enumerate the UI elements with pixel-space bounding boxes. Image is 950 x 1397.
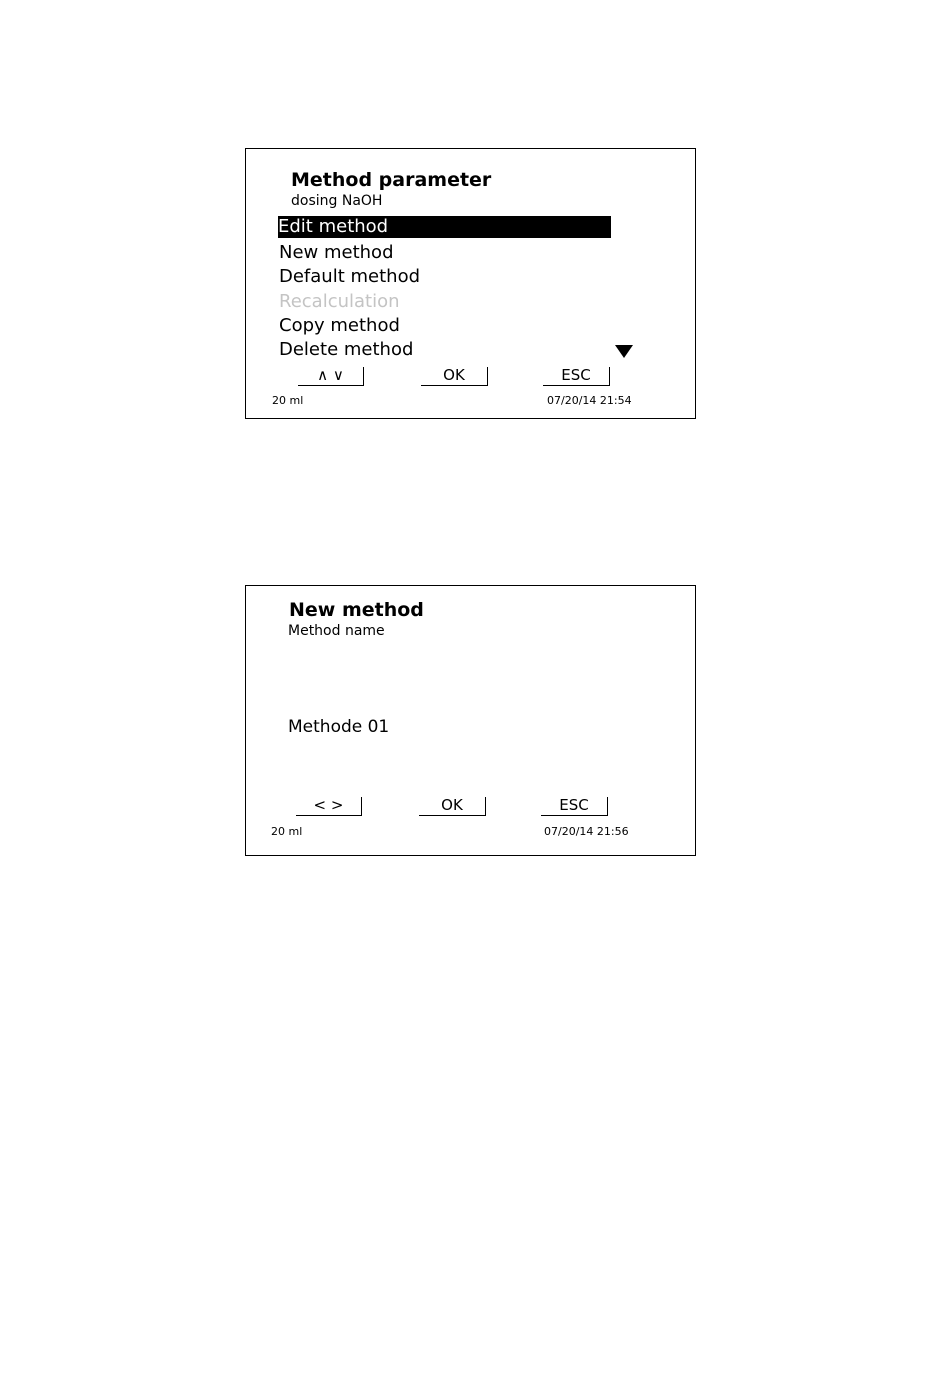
esc-button[interactable]: ESC xyxy=(543,367,610,386)
menu-item-delete-method[interactable]: Delete method xyxy=(279,339,414,360)
ok-button[interactable]: OK xyxy=(421,367,488,386)
screen-title: New method xyxy=(289,599,424,621)
menu-item-default-method[interactable]: Default method xyxy=(279,266,421,287)
menu-item-copy-method[interactable]: Copy method xyxy=(279,315,400,336)
method-parameter-screen xyxy=(245,148,696,419)
datetime-status: 07/20/14 21:54 xyxy=(547,394,632,407)
datetime-status: 07/20/14 21:56 xyxy=(544,825,629,838)
menu-item-new-method[interactable]: New method xyxy=(279,242,394,263)
esc-button[interactable]: ESC xyxy=(541,797,608,816)
menu-item-edit-method[interactable]: Edit method xyxy=(278,216,611,238)
method-name-field[interactable]: Methode 01 xyxy=(288,717,390,737)
screen-title: Method parameter xyxy=(291,169,492,191)
screen-subtitle: dosing NaOH xyxy=(291,193,383,209)
menu-item-recalculation: Recalculation xyxy=(279,291,400,312)
nav-up-down-button[interactable]: ∧ ∨ xyxy=(298,367,364,386)
volume-status: 20 ml xyxy=(271,825,303,838)
ok-button[interactable]: OK xyxy=(419,797,486,816)
volume-status: 20 ml xyxy=(272,394,304,407)
nav-left-right-button[interactable]: < > xyxy=(296,797,362,816)
screen-subtitle: Method name xyxy=(288,623,385,639)
new-method-screen xyxy=(245,585,696,856)
scroll-down-icon xyxy=(615,345,633,358)
